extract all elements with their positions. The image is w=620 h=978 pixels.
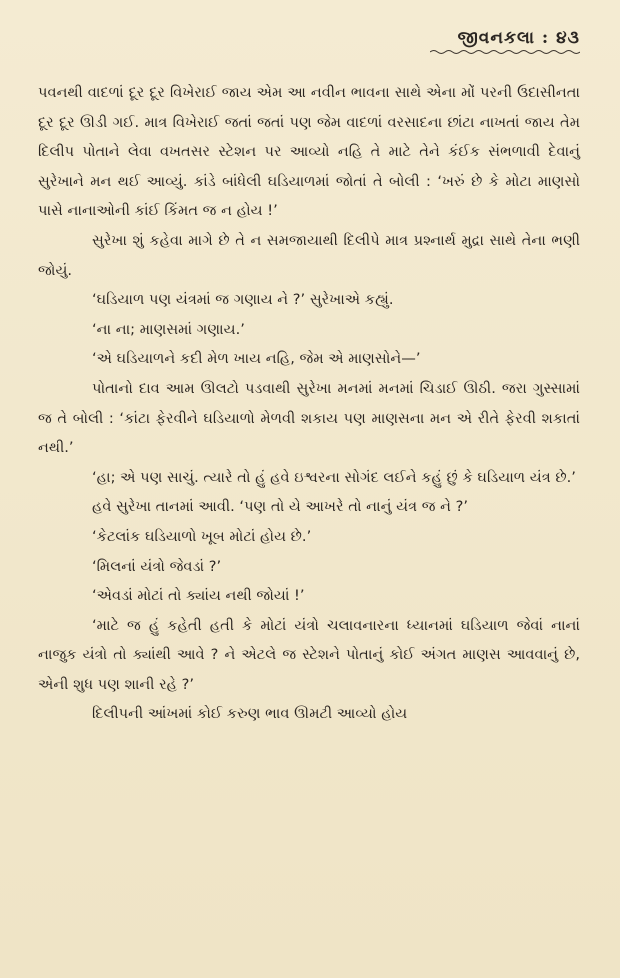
paragraph: ‘એ ઘડિયાળને કદી મેળ ખાય નહિ, જેમ એ માણસોને—’ (92, 350, 421, 368)
paragraph: ‘માટે જ હું કહેતી હતી કે મોટાં યંત્રો ચલાવનારના ધ્યાનમાં ઘડિયાળ જેવાં નાનાં નાજુક યંત્રો તો ક્યાંથી આવે ? ને એટલે જ સ્ટેશને પોતાનું કોઈ અંગત માણસ આવવાનું છે, એની શુધ પણ શાની રહે ?’ (38, 616, 580, 693)
paragraph: ‘એવડાં મોટાં તો ક્યાંય નથી જોયાં !’ (92, 587, 305, 605)
paragraph: ‘મિલનાં યંત્રો જેવડાં ?’ (92, 557, 222, 575)
paragraph: ‘ના ના; માણસમાં ગણાય.’ (92, 320, 245, 338)
body-text (38, 78, 580, 729)
running-header (38, 24, 580, 58)
paragraph: પવનથી વાદળાં દૂર દૂર વિખેરાઈ જાય એમ આ નવીન ભાવના સાથે એના મોં પરની ઉદાસીનતા દૂર દૂર ઊડી ગઈ. માત્ર વિખેરાઈ જતાં જતાં પણ જેમ વાદળાં વરસાદના છાંટા નાખતાં જાય તેમ દિલીપ પોતાને લેવા વખતસર સ્ટેશન પર આવ્યો નહિ તે માટે તેને કંઈક સંભળાવી દેવાનું સુરેખાને મન થઈ આવ્યું. કાંડે બાંધેલી ઘડિયાળમાં જોતાં તે બોલી : ‘ખરું છે કે મોટા માણસો પાસે નાનાઓની કાંઈ કિંમત જ ન હોય !’ (38, 84, 580, 220)
paragraph: હવે સુરેખા તાનમાં આવી. ‘પણ તો યે આખરે તો નાનું યંત્ર જ ને ?’ (92, 498, 469, 516)
paragraph: દિલીપની આંખમાં કોઈ કરુણ ભાવ ઊમટી આવ્યો હોય (92, 705, 408, 723)
paragraph: ‘ઘડિયાળ પણ યંત્રમાં જ ગણાય ને ?’ સુરેખાએ કહ્યું. (92, 291, 394, 309)
running-header-inner (430, 28, 580, 55)
paragraph: સુરેખા શું કહેવા માગે છે તે ન સમજાયાથી દિલીપે માત્ર પ્રશ્નાર્થ મુદ્રા સાથે તેના ભણી જોયું. (38, 231, 580, 279)
paragraph: પોતાનો દાવ આમ ઊલટો પડવાથી સુરેખા મનમાં મનમાં ચિડાઈ ઊઠી. જરા ગુસ્સામાં જ તે બોલી : ‘કાંટા ફેરવીને ઘડિયાળો મેળવી શકાય પણ માણસના મન એ રીતે ફેરવી શકાતાં નથી.’ (38, 379, 580, 457)
running-title: જીવનકલા : ૪૩ (457, 27, 580, 48)
paragraph: ‘હા; એ પણ સાચું. ત્યારે તો હું હવે ઇશ્વરના સોગંદ લઈને કહું છું કે ઘડિયાળ યંત્ર છે.’ (92, 468, 576, 486)
paragraph: ‘કેટલાંક ઘડિયાળો ખૂબ મોટાં હોય છે.’ (92, 527, 312, 545)
wavy-underline-ornament (430, 49, 580, 55)
